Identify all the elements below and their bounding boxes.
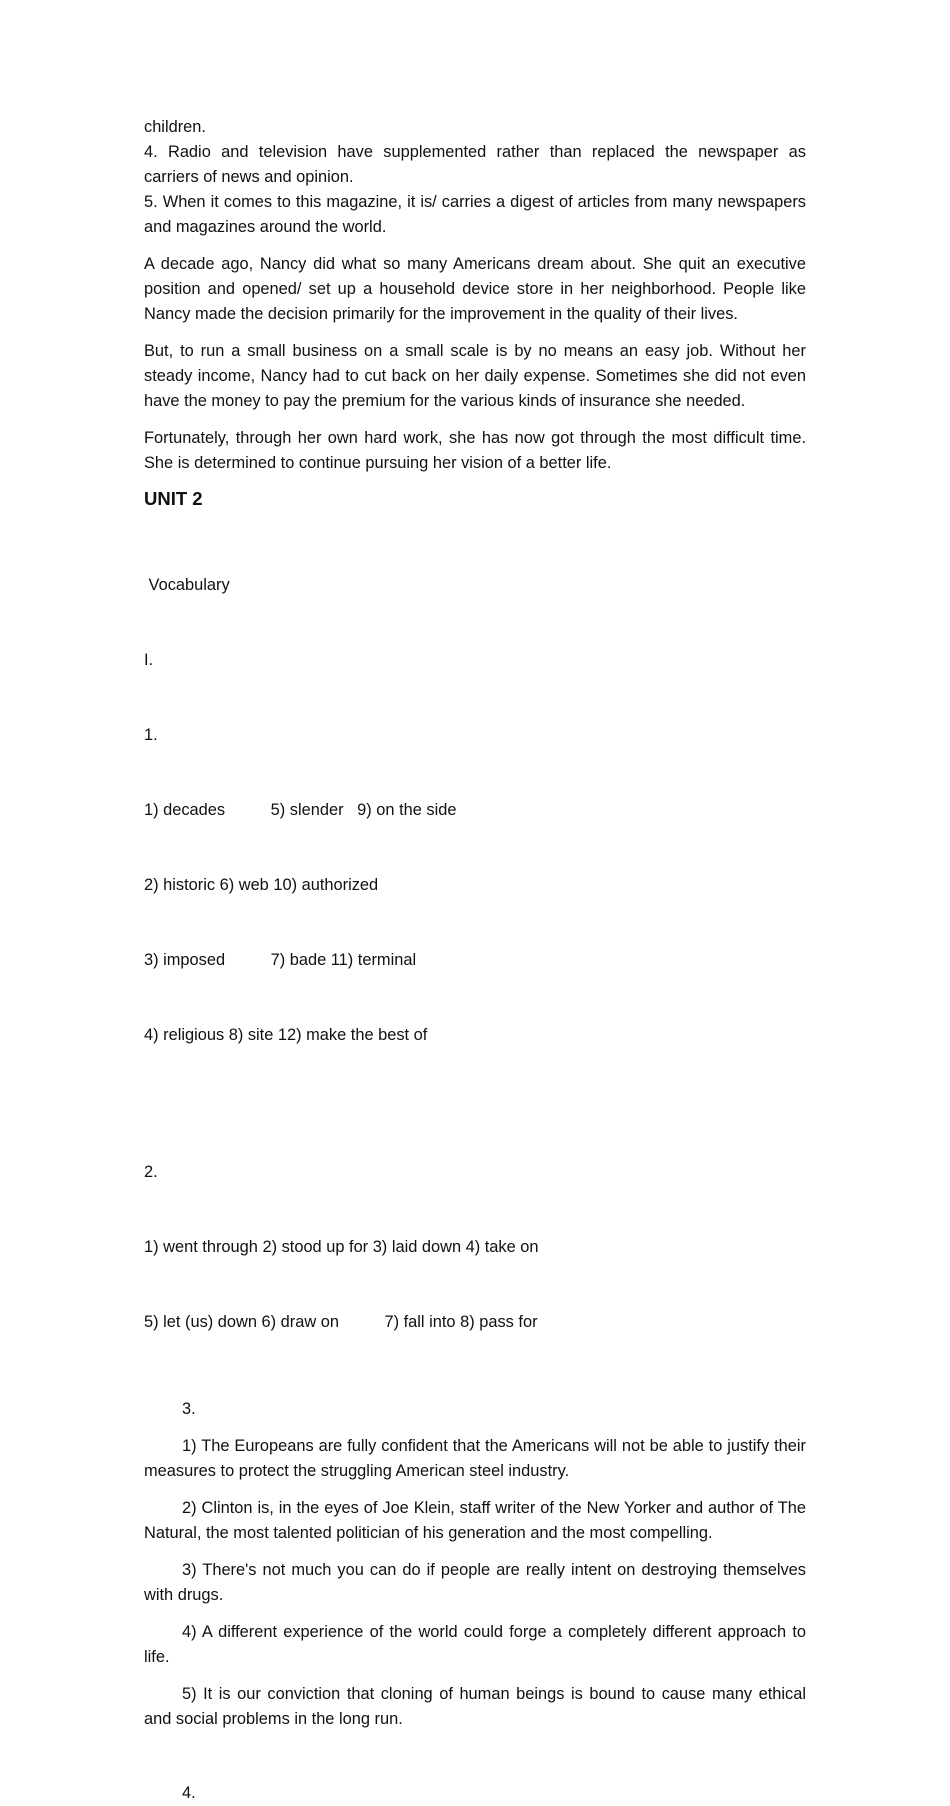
text-line: children. (144, 118, 206, 136)
continued-answers (144, 115, 806, 240)
exercise-3-item: 1) The Europeans are fully confident that the Americans will not be able to justify their measures to protect the struggling American steel industry. (144, 1437, 806, 1480)
exercise-3-item: 2) Clinton is, in the eyes of Joe Klein, staff writer of the New Yorker and author of The Natural, the most talented politician of his generation and the most compelling. (144, 1499, 806, 1542)
exercise-4-label: 4. (182, 1784, 196, 1802)
section-roman-label: I. (144, 651, 154, 669)
exercise-1-line: 2) historic 6) web 10) authorized (144, 876, 379, 894)
exercise-1-line: 1) decades 5) slender 9) on the side (144, 801, 457, 819)
paragraph-nancy-3: Fortunately, through her own hard work, she has now got through the most difficult time. She is determined to continue pursuing her vision of a better life. (144, 429, 806, 472)
exercise-3-item: 5) It is our conviction that cloning of human beings is bound to cause many ethical and social problems in the long run. (144, 1685, 806, 1728)
vocabulary-title: Vocabulary (144, 576, 230, 594)
document-page (144, 115, 806, 1806)
exercise-3-label: 3. (182, 1400, 196, 1418)
answer-item-4-text: 4. Radio and television have supplemented rather than replaced the newspaper as (144, 143, 806, 161)
unit-heading: UNIT 2 (144, 488, 203, 509)
answer-item-4-cont: carriers of news and opinion. (144, 168, 354, 186)
exercise-2-line: 1) went through 2) stood up for 3) laid down 4) take on (144, 1238, 539, 1256)
answer-item-5 (144, 190, 806, 240)
answer-item-5-text: 5. When it comes to this magazine, it is/ carries a digest of articles from many newspapers (144, 193, 806, 211)
answer-item-4 (144, 140, 806, 190)
paragraph-nancy-1: A decade ago, Nancy did what so many Americans dream about. She quit an executive position and opened/ set up a household device store in her neighborhood. People like Nancy made the decision primarily for the improvement in the quality of their lives. (144, 255, 806, 323)
exercise-1-label: 1. (144, 726, 158, 744)
vocabulary-section (144, 523, 806, 1098)
exercise-1-line: 4) religious 8) site 12) make the best of (144, 1026, 428, 1044)
answer-item-5-cont: and magazines around the world. (144, 218, 387, 236)
exercise-3-item: 3) There's not much you can do if people are really intent on destroying themselves with drugs. (144, 1561, 806, 1604)
exercise-3-item: 4) A different experience of the world could forge a completely different approach to life. (144, 1623, 806, 1666)
exercise-2-label: 2. (144, 1163, 158, 1181)
exercise-1-line: 3) imposed 7) bade 11) terminal (144, 951, 417, 969)
exercise-2-line: 5) let (us) down 6) draw on 7) fall into 8) pass for (144, 1313, 538, 1331)
paragraph-nancy-2: But, to run a small business on a small scale is by no means an easy job. Without her steady income, Nancy had to cut back on her daily expense. Sometimes she did not even have the money to pay the premium for the various kinds of insurance she needed. (144, 342, 806, 410)
